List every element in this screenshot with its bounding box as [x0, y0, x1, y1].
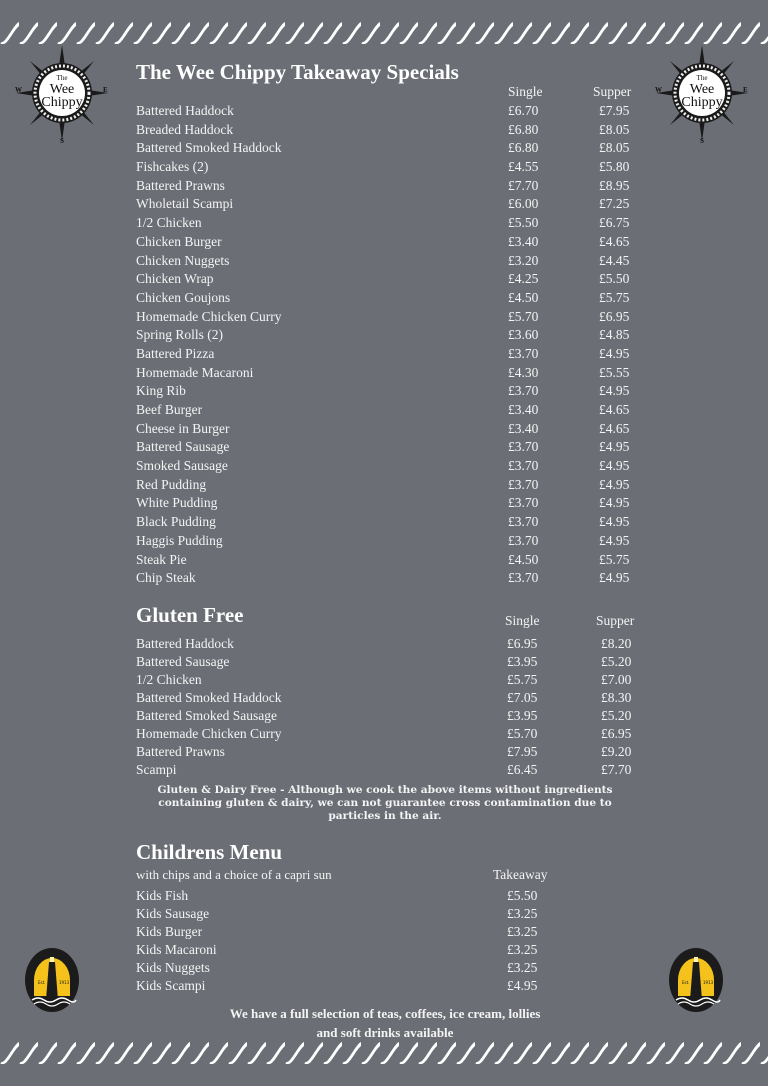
item-name: Kids Sausage — [136, 906, 210, 921]
supper-price: £6.95 — [601, 726, 632, 741]
menu-item-row — [136, 252, 656, 271]
supper-price: £6.95 — [599, 308, 630, 324]
svg-text:Est.: Est. — [38, 980, 46, 985]
single-price: £3.70 — [508, 383, 539, 399]
item-name: 1/2 Chicken — [136, 215, 202, 231]
rope-border-top — [0, 20, 768, 44]
menu-item-row — [136, 270, 656, 289]
menu-item-row — [136, 743, 656, 761]
single-price: £3.95 — [507, 708, 538, 723]
takeaway-price: £3.25 — [507, 942, 538, 957]
item-name: Battered Pizza — [136, 345, 215, 361]
item-name: Battered Smoked Haddock — [136, 690, 282, 705]
item-name: Chicken Wrap — [136, 271, 214, 287]
menu-item-row — [136, 382, 656, 401]
supper-price: £4.95 — [599, 495, 630, 511]
kids-menu-title: Childrens Menu — [136, 840, 283, 864]
item-name: Kids Fish — [136, 888, 189, 903]
item-name: Kids Macaroni — [136, 942, 217, 957]
svg-text:S: S — [60, 137, 64, 143]
gluten-free-list — [136, 635, 656, 779]
menu-item-row — [136, 635, 656, 653]
menu-item-row — [136, 139, 656, 158]
specials-list — [136, 102, 656, 588]
item-name: Breaded Haddock — [136, 121, 234, 137]
single-price: £3.70 — [508, 570, 539, 586]
footer-line-1: We have a full selection of teas, coffees, ice cream, lollies — [229, 1006, 541, 1021]
supper-price: £4.45 — [599, 252, 630, 268]
supper-price: £4.95 — [599, 476, 630, 492]
wee-chippy-logo-left — [12, 43, 112, 143]
supper-price: £8.30 — [601, 690, 632, 705]
menu-item-row — [136, 977, 656, 995]
item-name: Smoked Sausage — [136, 458, 228, 474]
single-price: £4.50 — [508, 551, 539, 567]
single-price: £3.70 — [508, 439, 539, 455]
menu-item-row — [136, 959, 656, 977]
item-name: Black Pudding — [136, 514, 216, 530]
single-price: £4.30 — [508, 364, 539, 380]
single-price: £5.70 — [508, 308, 539, 324]
gf-col-supper: Supper — [596, 613, 635, 628]
menu-item-row — [136, 905, 656, 923]
supper-price: £8.05 — [599, 121, 630, 137]
supper-price: £5.20 — [601, 654, 632, 669]
menu-item-row — [136, 401, 656, 420]
menu-item-row — [136, 941, 656, 959]
specials-col-single: Single — [508, 84, 543, 99]
menu-item-row — [136, 195, 656, 214]
svg-text:Est.: Est. — [682, 980, 690, 985]
item-name: Spring Rolls (2) — [136, 327, 224, 343]
supper-price: £7.95 — [599, 103, 630, 118]
supper-price: £5.20 — [601, 708, 632, 723]
item-name: Chicken Goujons — [136, 289, 231, 305]
svg-text:The: The — [56, 74, 68, 82]
menu-item-row — [136, 653, 656, 671]
svg-text:S: S — [700, 137, 704, 143]
single-price: £3.40 — [508, 402, 539, 417]
supper-price: £4.65 — [599, 420, 630, 436]
kids-menu-list — [136, 887, 656, 995]
single-price: £3.70 — [508, 345, 539, 361]
single-price: £5.75 — [507, 672, 538, 687]
item-name: Battered Prawns — [136, 177, 225, 193]
supper-price: £5.80 — [599, 159, 630, 175]
specials-title: The Wee Chippy Takeaway Specials — [136, 60, 459, 84]
menu-item-row — [136, 457, 656, 476]
supper-price: £8.05 — [599, 140, 630, 156]
menu-item-row — [136, 158, 656, 177]
item-name: Scampi — [136, 762, 177, 777]
item-name: Beef Burger — [136, 402, 203, 417]
svg-text:The: The — [696, 74, 708, 82]
fish-friers-badge-left — [24, 946, 80, 1016]
single-price: £3.20 — [508, 252, 539, 268]
allergen-note: Gluten & Dairy Free - Although we cook the above items without ingredients containing gluten & dairy, we can not guarantee cross contamination due to particles in the air. — [157, 784, 613, 822]
single-price: £3.60 — [508, 327, 539, 343]
item-name: Battered Sausage — [136, 439, 230, 455]
supper-price: £8.95 — [599, 177, 630, 193]
item-name: Battered Haddock — [136, 636, 234, 651]
single-price: £5.50 — [508, 215, 539, 231]
supper-price: £7.25 — [599, 196, 630, 212]
item-name: Fishcakes (2) — [136, 159, 209, 175]
svg-text:Chippy: Chippy — [41, 95, 83, 110]
single-price: £3.70 — [508, 458, 539, 474]
supper-price: £4.65 — [599, 402, 630, 417]
kids-col-takeaway: Takeaway — [493, 867, 548, 882]
menu-item-row — [136, 438, 656, 457]
single-price: £3.70 — [508, 532, 539, 548]
svg-text:W: W — [655, 86, 662, 94]
menu-item-row — [136, 420, 656, 439]
supper-price: £4.95 — [599, 439, 630, 455]
menu-item-row — [136, 308, 656, 327]
single-price: £3.95 — [507, 654, 538, 669]
menu-item-row — [136, 345, 656, 364]
svg-text:E: E — [103, 86, 108, 94]
menu-item-row — [136, 494, 656, 513]
item-name: Kids Nuggets — [136, 960, 210, 975]
item-name: Chip Steak — [136, 570, 196, 586]
supper-price: £4.65 — [599, 233, 630, 249]
item-name: Chicken Nuggets — [136, 252, 230, 268]
supper-price: £5.55 — [599, 364, 630, 380]
specials-col-supper: Supper — [593, 84, 632, 99]
single-price: £6.80 — [508, 121, 539, 137]
menu-item-row — [136, 233, 656, 252]
supper-price: £7.00 — [601, 672, 632, 687]
menu-item-row — [136, 326, 656, 345]
single-price: £3.70 — [508, 514, 539, 530]
svg-text:Wee: Wee — [49, 82, 75, 97]
single-price: £7.95 — [507, 744, 538, 759]
footer-line-2: and soft drinks available — [316, 1025, 454, 1040]
menu-item-row — [136, 551, 656, 570]
takeaway-price: £5.50 — [507, 888, 538, 903]
menu-item-row — [136, 214, 656, 233]
menu-item-row — [136, 689, 656, 707]
single-price: £4.50 — [508, 289, 539, 305]
item-name: King Rib — [136, 383, 186, 399]
single-price: £6.95 — [507, 636, 538, 651]
gluten-free-title: Gluten Free — [136, 603, 244, 627]
supper-price: £9.20 — [601, 744, 632, 759]
svg-text:W: W — [15, 86, 22, 94]
single-price: £4.25 — [508, 271, 539, 287]
kids-menu-subtitle: with chips and a choice of a capri sun — [136, 867, 332, 882]
menu-item-row — [136, 707, 656, 725]
supper-price: £5.75 — [599, 551, 630, 567]
svg-text:Wee: Wee — [689, 82, 715, 97]
item-name: Red Pudding — [136, 476, 207, 492]
item-name: Battered Sausage — [136, 654, 230, 669]
menu-item-row — [136, 761, 656, 779]
supper-price: £7.70 — [601, 762, 632, 777]
menu-item-row — [136, 177, 656, 196]
menu-item-row — [136, 121, 656, 140]
item-name: Homemade Chicken Curry — [136, 308, 282, 324]
supper-price: £4.95 — [599, 570, 630, 586]
item-name: Homemade Macaroni — [136, 364, 254, 380]
svg-text:1913: 1913 — [59, 980, 70, 985]
item-name: Wholetail Scampi — [136, 196, 234, 212]
rope-border-bottom — [0, 1040, 768, 1064]
svg-text:1913: 1913 — [703, 980, 714, 985]
single-price: £7.05 — [507, 690, 538, 705]
item-name: White Pudding — [136, 495, 218, 511]
single-price: £6.45 — [507, 762, 538, 777]
fish-friers-badge-right — [668, 946, 724, 1016]
single-price: £3.70 — [508, 476, 539, 492]
menu-item-row — [136, 102, 656, 121]
menu-item-row — [136, 725, 656, 743]
item-name: Battered Prawns — [136, 744, 225, 759]
item-name: Steak Pie — [136, 551, 187, 567]
menu-item-row — [136, 513, 656, 532]
single-price: £3.40 — [508, 233, 539, 249]
single-price: £3.40 — [508, 420, 539, 436]
item-name: Kids Scampi — [136, 978, 206, 993]
single-price: £3.70 — [508, 495, 539, 511]
item-name: Kids Burger — [136, 924, 203, 939]
item-name: Battered Smoked Sausage — [136, 708, 277, 723]
single-price: £4.55 — [508, 159, 539, 175]
supper-price: £5.75 — [599, 289, 630, 305]
supper-price: £4.95 — [599, 458, 630, 474]
single-price: £5.70 — [507, 726, 538, 741]
supper-price: £4.95 — [599, 383, 630, 399]
supper-price: £4.85 — [599, 327, 630, 343]
menu-item-row — [136, 532, 656, 551]
takeaway-price: £3.25 — [507, 960, 538, 975]
takeaway-price: £3.25 — [507, 924, 538, 939]
supper-price: £8.20 — [601, 636, 632, 651]
supper-price: £4.95 — [599, 532, 630, 548]
supper-price: £6.75 — [599, 215, 630, 231]
supper-price: £4.95 — [599, 514, 630, 530]
single-price: £7.70 — [508, 177, 539, 193]
wee-chippy-logo-right — [652, 43, 752, 143]
gf-col-single: Single — [505, 613, 540, 628]
item-name: Battered Haddock — [136, 103, 234, 118]
menu-item-row — [136, 671, 656, 689]
takeaway-price: £4.95 — [507, 978, 538, 993]
item-name: Haggis Pudding — [136, 532, 223, 548]
supper-price: £4.95 — [599, 345, 630, 361]
menu-item-row — [136, 887, 656, 905]
single-price: £6.00 — [508, 196, 539, 212]
single-price: £6.80 — [508, 140, 539, 156]
item-name: Homemade Chicken Curry — [136, 726, 282, 741]
single-price: £6.70 — [508, 103, 539, 118]
item-name: Battered Smoked Haddock — [136, 140, 282, 156]
menu-item-row — [136, 364, 656, 383]
svg-text:Chippy: Chippy — [681, 95, 723, 110]
takeaway-price: £3.25 — [507, 906, 538, 921]
item-name: 1/2 Chicken — [136, 672, 202, 687]
menu-item-row — [136, 289, 656, 308]
item-name: Cheese in Burger — [136, 420, 230, 436]
svg-text:E: E — [743, 86, 748, 94]
menu-item-row — [136, 476, 656, 495]
menu-item-row — [136, 923, 656, 941]
supper-price: £5.50 — [599, 271, 630, 287]
item-name: Chicken Burger — [136, 233, 222, 249]
menu-item-row — [136, 569, 656, 588]
footer-note — [120, 1004, 650, 1042]
